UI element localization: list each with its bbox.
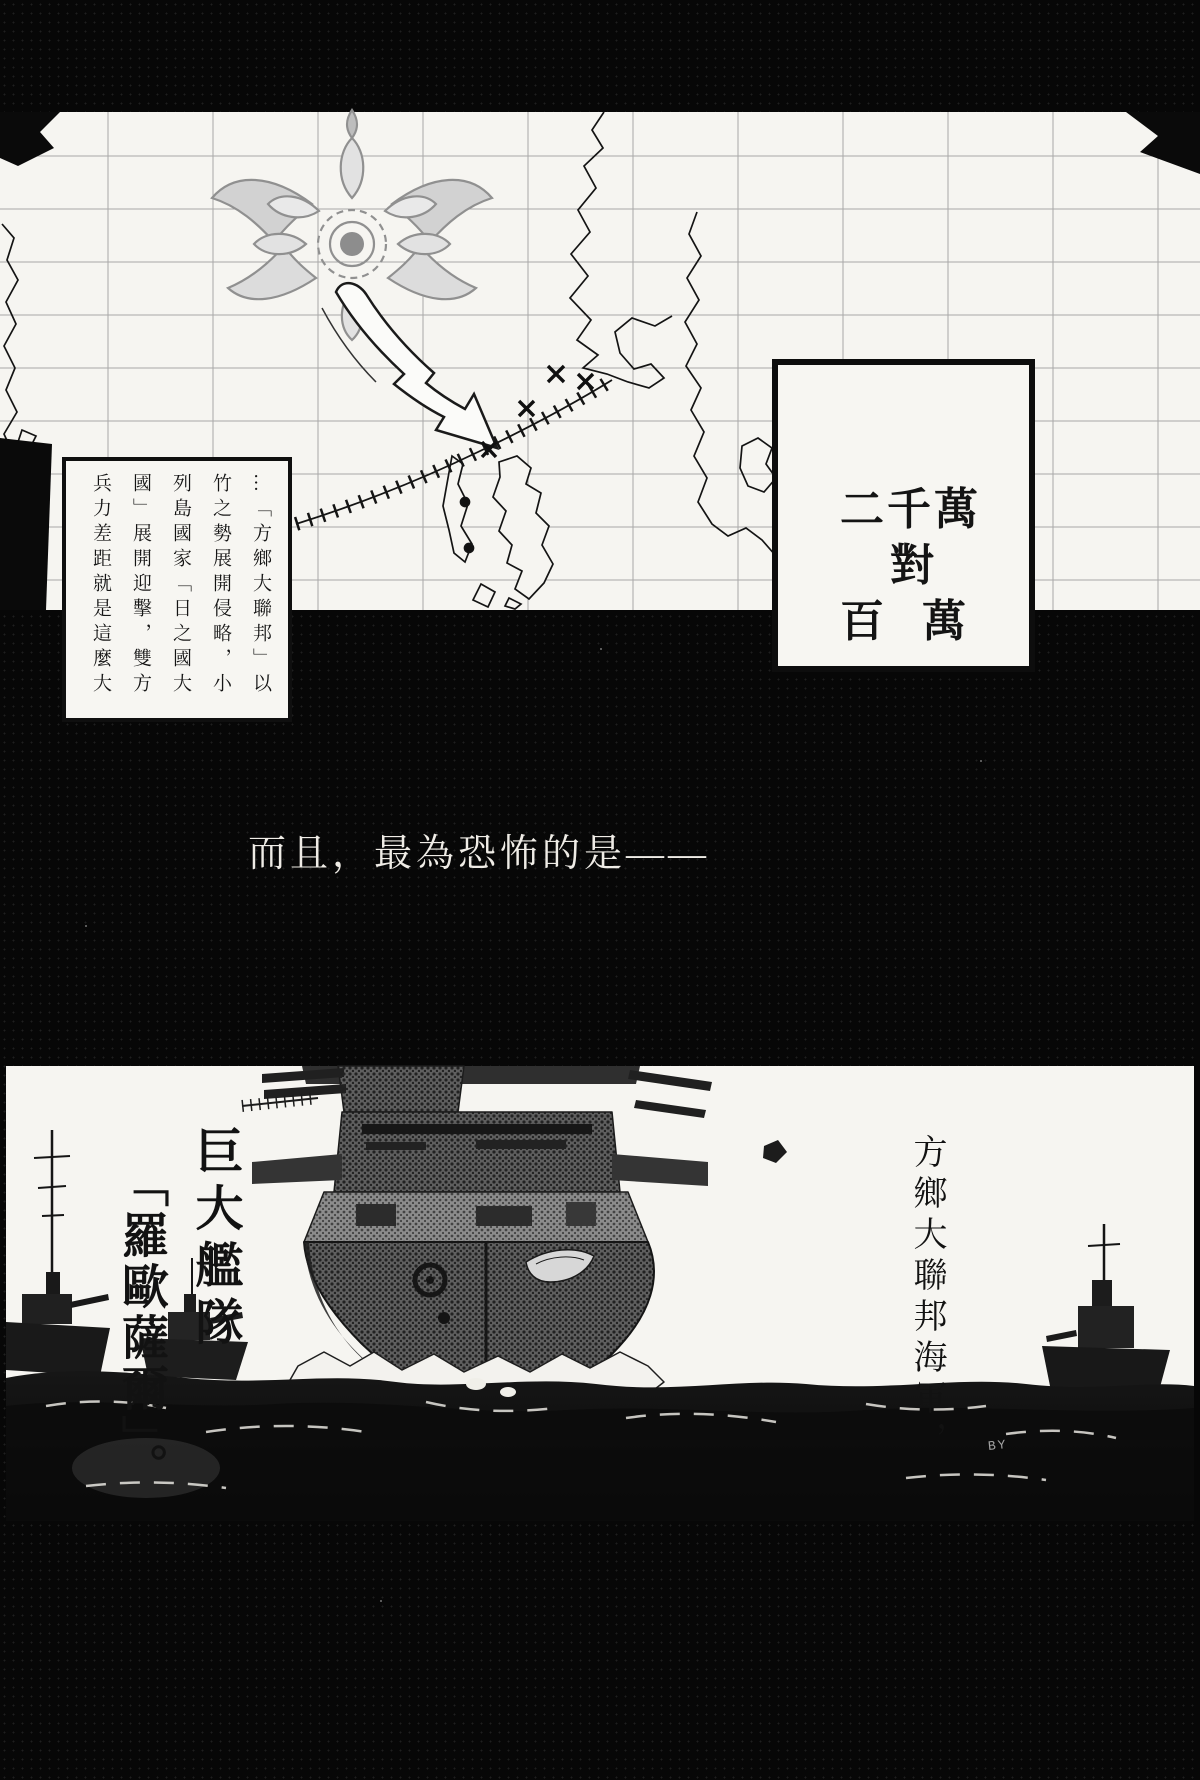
caption-column: 竹之勢展開侵略，小: [210, 473, 231, 698]
caption-column: 列島國家「日之國大: [170, 473, 191, 698]
war-map-panel: [0, 112, 1200, 698]
fleet-left-caption-quote: 「羅歐薩爾」。: [115, 1160, 167, 1494]
sea-illustration: [6, 1371, 1194, 1521]
dust-speck: [600, 648, 602, 650]
caption-column: 國」展開迎擊，雙方: [130, 473, 151, 698]
dust-speck: [85, 925, 87, 927]
fleet-right-caption: 方鄉大聯邦海軍，: [908, 1134, 945, 1462]
odds-title-box: [772, 359, 1035, 672]
map-caption-text: [80, 473, 280, 710]
scan-watermark: BY: [987, 1437, 1009, 1454]
island-chain-icon: [443, 456, 553, 609]
caption-column: 兵力差距就是這麼大: [90, 473, 111, 698]
dust-speck: [380, 1600, 382, 1602]
invasion-arrow-icon: [322, 283, 497, 448]
odds-line-1: 二千萬: [840, 485, 981, 534]
map-caption-box: [62, 457, 292, 722]
caption-column: …「方鄉大聯邦」以: [250, 473, 271, 698]
odds-line-3: 百萬: [840, 597, 1004, 646]
dust-speck: [980, 760, 982, 762]
odds-line-2: 對: [890, 541, 934, 590]
fleet-left-caption-large: 巨大艦隊: [188, 1126, 241, 1354]
narration-text: 而且，最為恐怖的是——: [248, 833, 711, 875]
